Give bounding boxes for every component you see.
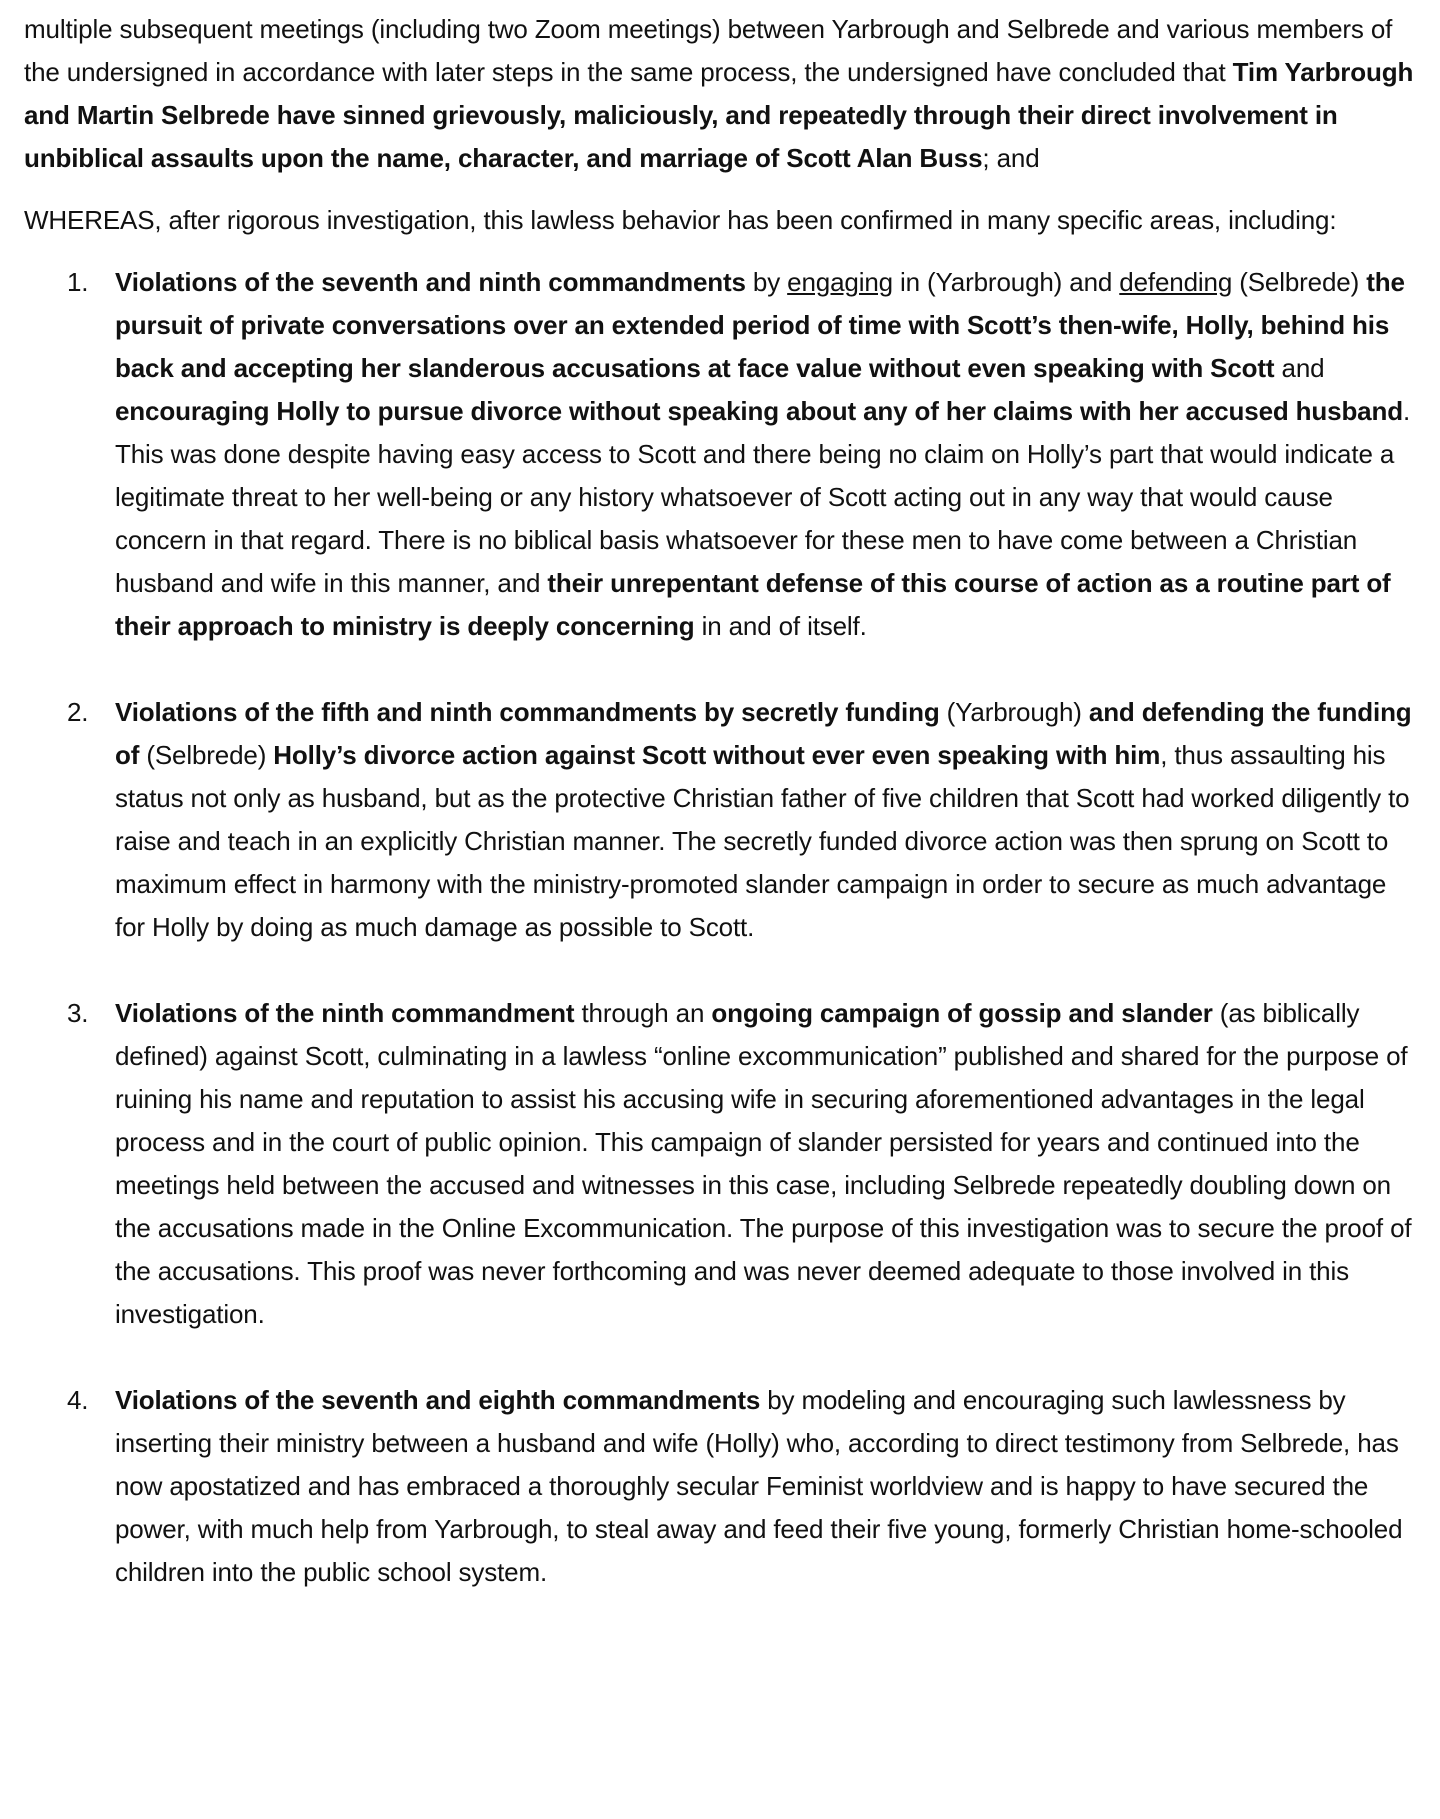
violations-list <box>24 261 1414 1594</box>
bold-heading: Violations of the ninth commandment <box>115 998 575 1028</box>
bold-text: their unrepentant defense of this course of action as a routine part of their approach to ministry is deeply concerning <box>115 568 1391 641</box>
underlined-word: defending <box>1119 267 1233 297</box>
list-item-number: 1. <box>67 267 89 297</box>
intro-end: ; and <box>982 143 1040 173</box>
text-span: in (Yarbrough) and <box>892 267 1120 297</box>
bold-text: encouraging Holly to pursue divorce without speaking about any of her claims with her accused husband <box>115 396 1403 426</box>
text-span: , thus assaulting his status not only as husband, but as the protective Christian father of five children that Scott had worked diligently to raise and teach in an explicitly Christian manner. The secretly funded divorce action was then sprung on Scott to maximum effect in harmony with the ministry-promoted slander campaign in order to secure as much advantage for Holly by doing as much damage as possible to Scott. <box>115 740 1410 942</box>
bold-text: Holly’s divorce action against Scott without ever even speaking with him <box>273 740 1161 770</box>
text-span: (Yarbrough) <box>939 697 1089 727</box>
text-span: (Selbrede) <box>1232 267 1367 297</box>
list-item-1 <box>24 261 1414 648</box>
bold-text: ongoing campaign of gossip and slander <box>711 998 1213 1028</box>
list-item-3 <box>24 992 1414 1336</box>
bold-heading: Violations of the fifth and ninth commandments by secretly funding <box>115 697 940 727</box>
list-item-2 <box>24 691 1414 949</box>
text-span: by modeling and encouraging such lawlessness by inserting their ministry between a husband and wife (Holly) who, according to direct testimony from Selbrede, has now apostatized and has embraced a thoroughly secular Feminist worldview and is happy to have secured the power, with much help from Yarbrough, to steal away and feed their five young, formerly Christian home-schooled children into the public school system. <box>115 1385 1403 1587</box>
bold-text: and defending the funding of <box>115 697 1412 770</box>
list-item-body <box>115 697 1412 942</box>
list-item-body <box>115 998 1411 1329</box>
text-span: . This was done despite having easy access to Scott and there being no claim on Holly’s part that would indicate a legitimate threat to her well-being or any history whatsoever of Scott acting out in any way that would cause concern in that regard. There is no biblical basis whatsoever for these men to have come between a Christian husband and wife in this manner, and <box>115 396 1411 598</box>
text-span: (as biblically defined) against Scott, culminating in a lawless “online excommunication” published and shared for the purpose of ruining his name and reputation to assist his accusing wife in securing aforementioned advantages in the legal process and in the court of public opinion. This campaign of slander persisted for years and continued into the meetings held between the accused and witnesses in this case, including Selbrede repeatedly doubling down on the accusations made in the Online Excommunication. The purpose of this investigation was to secure the proof of the accusations. This proof was never forthcoming and was never deemed adequate to those involved in this investigation. <box>115 998 1412 1329</box>
text-span: by <box>745 267 788 297</box>
bold-text: the pursuit of private conversations over an extended period of time with Scott’s then-wife, Holly, behind his back and accepting her slanderous accusations at face value without even speaking with Scott <box>115 267 1405 383</box>
list-item-number: 4. <box>67 1385 89 1415</box>
intro-paragraph <box>24 8 1414 180</box>
intro-text: multiple subsequent meetings (including two Zoom meetings) between Yarbrough and Selbrede and various members of the undersigned in accordance with later steps in the same process, the undersigned have concluded that <box>24 14 1393 87</box>
bold-heading: Violations of the seventh and eighth commandments <box>115 1385 761 1415</box>
whereas-paragraph: WHEREAS, after rigorous investigation, this lawless behavior has been confirmed in many specific areas, including: <box>24 205 1337 235</box>
list-item-number: 3. <box>67 998 89 1028</box>
underlined-word: engaging <box>787 267 893 297</box>
list-item-body <box>115 1385 1402 1587</box>
list-item-4 <box>24 1379 1414 1594</box>
document-page <box>24 8 1414 1637</box>
text-span: through an <box>574 998 712 1028</box>
list-item-body <box>115 267 1410 641</box>
list-item-number: 2. <box>67 697 89 727</box>
intro-bold-conclusion: Tim Yarbrough and Martin Selbrede have sinned grievously, maliciously, and repeatedly through their direct involvement in unbiblical assaults upon the name, character, and marriage of Scott Alan Buss <box>24 57 1414 173</box>
text-span: in and of itself. <box>694 611 867 641</box>
bold-heading: Violations of the seventh and ninth commandments <box>115 267 746 297</box>
text-span: (Selbrede) <box>139 740 274 770</box>
text-span: and <box>1274 353 1325 383</box>
